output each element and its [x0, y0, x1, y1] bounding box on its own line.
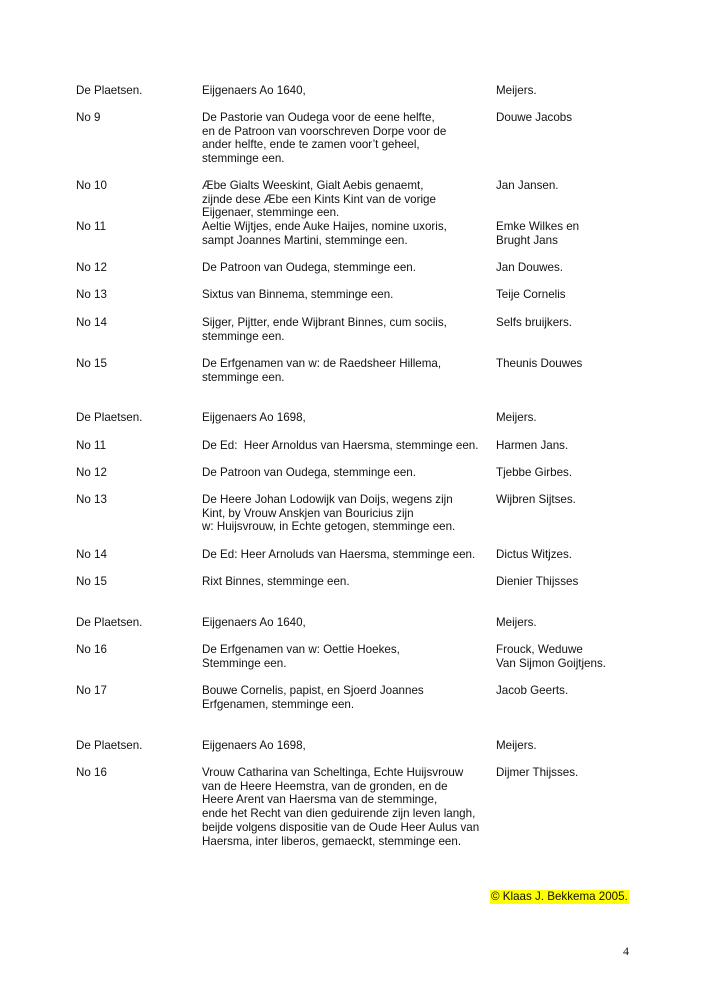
entry-tenant: Frouck, Weduwe Van Sijmon Goijtjens. — [496, 643, 606, 670]
entry-tenant: Dienier Thijsses — [496, 575, 579, 588]
entry-tenant: Theunis Douwes — [496, 357, 583, 370]
entry-owner: Bouwe Cornelis, papist, en Sjoerd Joannes Erfgenamen, stemminge een. — [202, 684, 424, 711]
entry-number: No 15 — [76, 357, 107, 370]
places-header: De Plaetsen. — [76, 616, 143, 629]
owners-header: Eijgenaers Ao 1640, — [202, 84, 306, 97]
entry-number: No 13 — [76, 288, 107, 301]
entry-number: No 10 — [76, 179, 107, 192]
entry-tenant: Jan Douwes. — [496, 261, 564, 274]
entry-tenant: Dictus Witjzes. — [496, 548, 573, 561]
entry-owner: De Patroon van Oudega, stemminge een. — [202, 466, 416, 479]
entry-tenant: Selfs bruijkers. — [496, 316, 573, 329]
entry-number: No 12 — [76, 466, 107, 479]
entry-tenant: Dijmer Thijsses. — [496, 766, 579, 779]
entry-owner: Sixtus van Binnema, stemminge een. — [202, 288, 394, 301]
tenants-header: Meijers. — [496, 739, 537, 752]
entry-number: No 16 — [76, 643, 107, 656]
page-number: 4 — [623, 944, 629, 958]
entry-owner: De Erfgenamen van w: Oettie Hoekes, Stemminge een. — [202, 643, 400, 670]
entry-tenant: Teije Cornelis — [496, 288, 566, 301]
entry-owner: Rixt Binnes, stemminge een. — [202, 575, 350, 588]
places-header: De Plaetsen. — [76, 84, 143, 97]
entry-number: No 14 — [76, 316, 107, 329]
entry-owner: Vrouw Catharina van Scheltinga, Echte Huijsvrouw van de Heere Heemstra, van de gronden, en de Heere Arent van Haersma van de stemminge, ende het Recht van dien geduirende zijn leven langh, beijde volgens dispositie van de Oude Heer Aulus van Haersma, inter liberos, gemaeckt, stemminge een. — [202, 766, 480, 848]
owners-header: Eijgenaers Ao 1640, — [202, 616, 306, 629]
entry-number: No 14 — [76, 548, 107, 561]
entry-owner: Sijger, Pijtter, ende Wijbrant Binnes, cum sociis, stemminge een. — [202, 316, 447, 343]
entry-owner: Aeltie Wijtjes, ende Auke Haijes, nomine uxoris, sampt Joannes Martini, stemminge een. — [202, 220, 447, 247]
entry-tenant: Douwe Jacobs — [496, 111, 573, 124]
places-header: De Plaetsen. — [76, 411, 143, 424]
entry-number: No 13 — [76, 493, 107, 506]
entry-number: No 9 — [76, 111, 101, 124]
entry-tenant: Harmen Jans. — [496, 439, 569, 452]
owners-header: Eijgenaers Ao 1698, — [202, 411, 306, 424]
entry-tenant: Jan Jansen. — [496, 179, 559, 192]
entry-owner: De Patroon van Oudega, stemminge een. — [202, 261, 416, 274]
entry-number: No 15 — [76, 575, 107, 588]
entry-owner: De Pastorie van Oudega voor de eene helfte, en de Patroon van voorschreven Dorpe voor de ander helfte, ende te zamen voor’t geheel, stemminge een. — [202, 111, 447, 166]
tenants-header: Meijers. — [496, 84, 537, 97]
entry-tenant: Jacob Geerts. — [496, 684, 569, 697]
entry-number: No 16 — [76, 766, 107, 779]
entry-tenant: Wijbren Sijtses. — [496, 493, 576, 506]
entry-tenant: Emke Wilkes en Brught Jans — [496, 220, 580, 247]
entry-owner: De Erfgenamen van w: de Raedsheer Hillema, stemminge een. — [202, 357, 442, 384]
entry-tenant: Tjebbe Girbes. — [496, 466, 573, 479]
entry-owner: Æbe Gialts Weeskint, Gialt Aebis genaemt, zijnde dese Æbe een Kints Kint van de vorige Eijgenaer, stemminge een. — [202, 179, 436, 220]
places-header: De Plaetsen. — [76, 739, 143, 752]
entry-number: No 11 — [76, 220, 107, 233]
entry-number: No 12 — [76, 261, 107, 274]
tenants-header: Meijers. — [496, 616, 537, 629]
entry-number: No 11 — [76, 439, 107, 452]
entry-owner: De Ed: Heer Arnoldus van Haersma, stemminge een. — [202, 439, 479, 452]
copyright-notice: © Klaas J. Bekkema 2005. — [491, 890, 628, 903]
tenants-header: Meijers. — [496, 411, 537, 424]
entry-owner: De Heere Johan Lodowijk van Doijs, wegens zijn Kint, by Vrouw Anskjen van Bouricius zijn w: Huijsvrouw, in Echte getogen, stemminge een. — [202, 493, 456, 534]
entry-number: No 17 — [76, 684, 107, 697]
owners-header: Eijgenaers Ao 1698, — [202, 739, 306, 752]
entry-owner: De Ed: Heer Arnoluds van Haersma, stemminge een. — [202, 548, 476, 561]
